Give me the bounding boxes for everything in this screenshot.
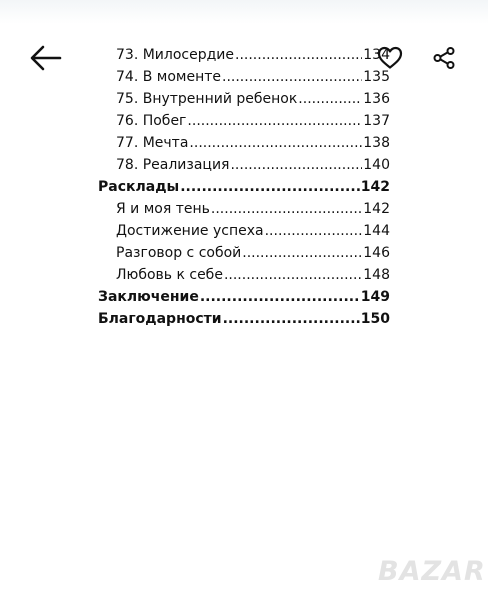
toc-entry-page: 144 xyxy=(363,223,390,239)
toc-entry-page: 146 xyxy=(363,245,390,261)
toc-entry-title: Разговор с собой xyxy=(116,245,242,261)
toc-entry-page: 150 xyxy=(360,311,390,327)
toc-entry xyxy=(116,222,390,240)
toc-leader-dots xyxy=(200,288,360,306)
toc-entry-title: 77. Мечта xyxy=(116,135,189,151)
toc-entry-title: 74. В моменте xyxy=(116,69,221,85)
toc-entry-title: 76. Побег xyxy=(116,113,187,129)
toc-entry-page: 136 xyxy=(363,91,390,107)
toc-entry-title: 73. Милосердие xyxy=(116,47,234,63)
toc-entry xyxy=(116,112,390,130)
toc-leader-dots xyxy=(222,68,362,86)
toc-entry-title: Расклады xyxy=(98,179,180,195)
toc-entry xyxy=(116,156,390,174)
toc-entry-title: Я и моя тень xyxy=(116,201,210,217)
toc-leader-dots xyxy=(224,266,362,284)
toc-entry xyxy=(116,68,390,86)
toc-entry-page: 134 xyxy=(363,47,390,63)
toc-entry-title: 78. Реализация xyxy=(116,157,230,173)
toc-leader-dots xyxy=(298,90,362,108)
toc-leader-dots xyxy=(187,112,362,130)
toc-entry-page: 137 xyxy=(363,113,390,129)
toc-leader-dots xyxy=(180,178,360,196)
toc-entry-page: 148 xyxy=(363,267,390,283)
toc-entry-title: Благодарности xyxy=(98,311,222,327)
toc-entry-page: 142 xyxy=(363,201,390,217)
toc-leader-dots xyxy=(265,222,363,240)
toc-section-entry xyxy=(98,178,390,196)
toc-entry-page: 138 xyxy=(363,135,390,151)
toc-leader-dots xyxy=(242,244,362,262)
toc-leader-dots xyxy=(189,134,362,152)
toc-entry xyxy=(116,90,390,108)
toc-section-entry xyxy=(98,310,390,328)
toc-entry xyxy=(116,134,390,152)
toc-entry xyxy=(116,244,390,262)
toc-entry-title: Любовь к себе xyxy=(116,267,223,283)
toc-entry-page: 140 xyxy=(363,157,390,173)
toc-entry-title: Достижение успеха xyxy=(116,223,264,239)
toc-entry xyxy=(116,200,390,218)
toc-leader-dots xyxy=(235,46,362,64)
toc-entry-page: 149 xyxy=(360,289,390,305)
toc-leader-dots xyxy=(211,200,362,218)
toc-entry xyxy=(116,46,390,64)
toc-entry-page: 135 xyxy=(363,69,390,85)
toc-entry xyxy=(116,266,390,284)
toc-entry-page: 142 xyxy=(360,179,390,195)
toc-section-entry xyxy=(98,288,390,306)
toc-leader-dots xyxy=(223,310,360,328)
toc-entry-title: Заключение xyxy=(98,289,199,305)
toc-entry-title: 75. Внутренний ребенок xyxy=(116,91,298,107)
toc-leader-dots xyxy=(230,156,362,174)
bazar-watermark-logo: BAZAR xyxy=(378,556,486,587)
